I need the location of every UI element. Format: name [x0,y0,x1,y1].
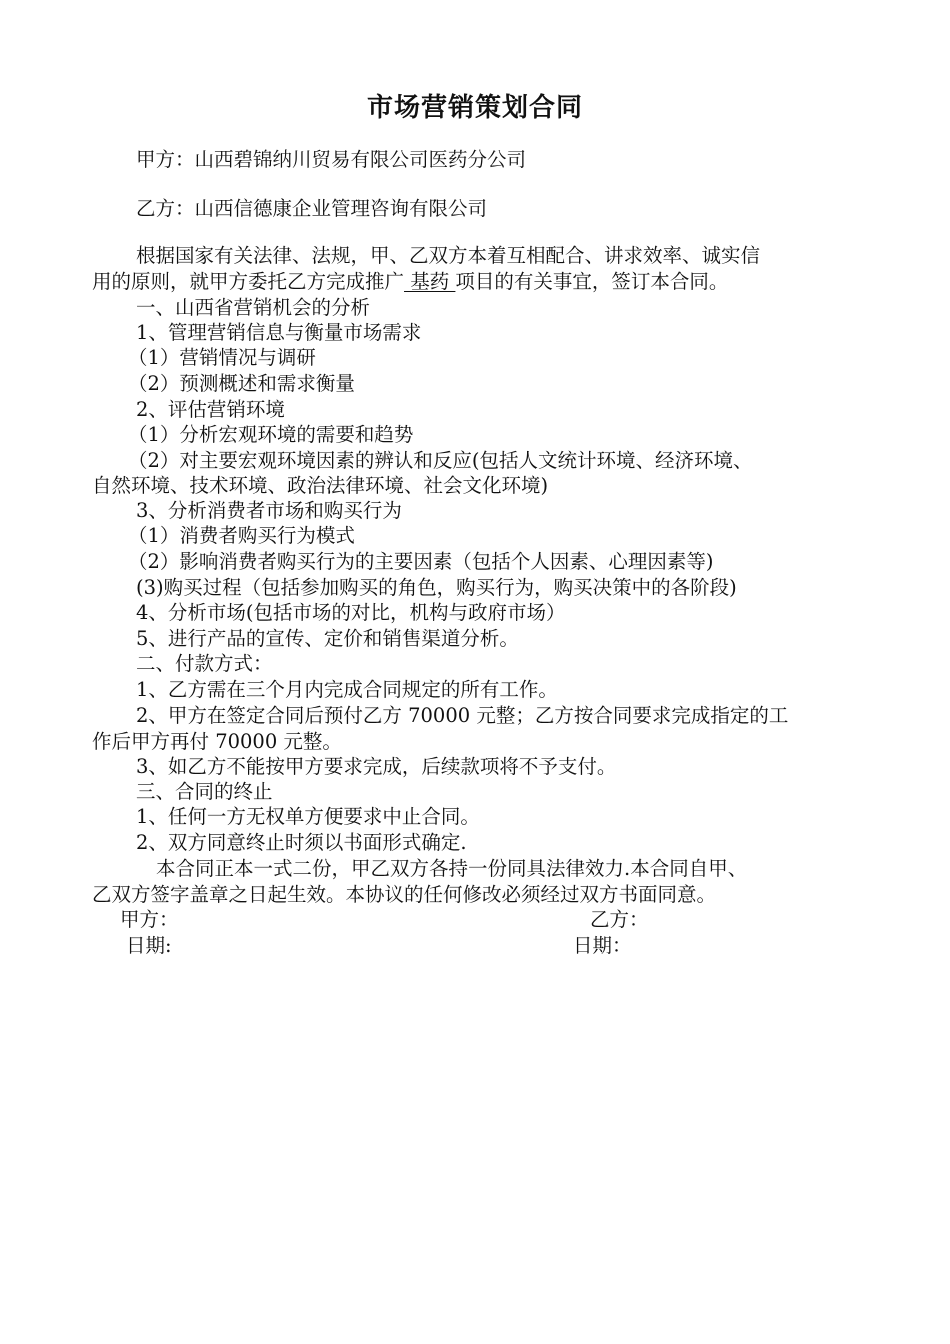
body-line: 乙双方签字盖章之日起生效。本协议的任何修改必须经过双方书面同意。 [92,883,717,906]
body-line: 3、如乙方不能按甲方要求完成，后续款项将不予支付。 [136,755,617,778]
party-b-date-label: 日期： [573,934,632,957]
body-line: （1）营销情况与调研 [128,346,316,369]
body-line: 自然环境、技术环境、政治法律环境、社会文化环境) [92,474,549,497]
body-line: 3、分析消费者市场和购买行为 [136,499,402,522]
intro-line-1: 根据国家有关法律、法规，甲、乙双方本着互相配合、讲求效率、诚实信 [136,244,761,267]
body-line: 2、双方同意终止时须以书面形式确定. [136,831,467,854]
body-line: 作后甲方再付 70000 元整。 [92,730,342,753]
section-1-heading: 一、山西省营销机会的分析 [136,296,371,319]
body-line: （1）消费者购买行为模式 [128,524,355,547]
body-line: 本合同正本一式二份，甲乙双方各持一份同具法律效力.本合同自甲、 [156,857,748,880]
intro-line-2 [92,269,862,295]
party-b-line: 乙方：山西信德康企业管理咨询有限公司 [136,197,488,220]
party-a-date-label: 日期: [126,934,172,957]
intro-line-2-post: 项目的有关事宜，签订本合同。 [455,270,729,293]
section-3-heading: 三、合同的终止 [136,780,273,803]
body-line: （2）对主要宏观环境因素的辨认和反应(包括人文统计环境、经济环境、 [128,449,753,472]
party-b-signature-label: 乙方： [590,908,649,931]
body-line: 5、进行产品的宣传、定价和销售渠道分析。 [136,627,519,650]
body-line: 4、分析市场(包括市场的对比，机构与政府市场） [136,601,566,624]
body-line: （2）预测概述和需求衡量 [128,372,355,395]
party-a-line: 甲方：山西碧锦纳川贸易有限公司医药分公司 [136,148,527,171]
body-line: 2、评估营销环境 [136,398,285,421]
body-line: 1、乙方需在三个月内完成合同规定的所有工作。 [136,678,558,701]
party-a-signature-label: 甲方： [120,908,179,931]
project-name-underlined: 基药 [404,270,456,293]
body-line: （1）分析宏观环境的需要和趋势 [128,423,414,446]
document-title: 市场营销策划合同 [366,93,583,123]
body-line: 2、甲方在签定合同后预付乙方 70000 元整；乙方按合同要求完成指定的工 [136,704,789,727]
section-2-heading: 二、付款方式： [136,652,273,675]
body-line: （2）影响消费者购买行为的主要因素（包括个人因素、心理因素等) [128,550,714,573]
body-line: (3)购买过程（包括参加购买的角色，购买行为，购买决策中的各阶段) [136,576,737,599]
intro-line-2-pre: 用的原则，就甲方委托乙方完成推广 [92,270,405,293]
body-line: 1、任何一方无权单方便要求中止合同。 [136,805,480,828]
body-line: 1、管理营销信息与衡量市场需求 [136,321,422,344]
